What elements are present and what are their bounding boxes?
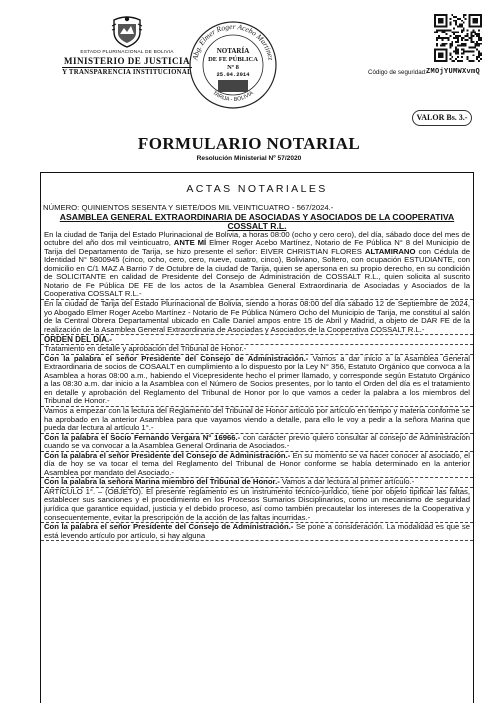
paragraph-marina: Con la palabra la señora Marina miembro del Tribunal de Honor.- Vamos a dar lectura al primer artículo.-: [41, 478, 473, 488]
seal-date: 25.04.2014: [216, 71, 250, 78]
ministry-logo-block: [62, 14, 192, 77]
paragraph-president-3: Con la palabra el señor Presidente del Consejo de Administración.- Se pone a consideración. La modalidad es que se está levendo artículo por artículo, si hay alguna: [41, 523, 473, 541]
paragraph-appearance: En la ciudad de Tarija del Estado Plurinacional de Bolivia, a horas 08:00 (ocho y cero cero), del día, sábado doce del mes de octubre del año dos mil veinticuatro, ANTE MÍ Elmer Roger Acebo Martínez, Notario de Fe Pública N° 8 del Municipio de Tarija del Departamento de Tarija, se hizo presente el señor: EIVER CHRISTIAN FLORES ALTAMIRANO con Cédula de Identidad N° 5800945 (cinco, ocho, cero, cero, nueve, cuatro, cinco), Boliviano, Soltero, con ocupación ESTUDIANTE, con domicilio en C/1 MAZ A Barrio 7 de Octubre de la ciudad de Tarija, quien se apersona en su propio derecho, en su condición de SOLICITANTE en calidad de Presidente del Consejo de Administración de COSSALT R.L., quien solicita al suscrito Notario de Fe Pública DE FE de los actos de la Asamblea General Extraordinaria de Asociadas y Asociados de la Cooperativa COSSALT R.L.-: [41, 231, 473, 300]
section-title: ACTAS NOTARIALES: [186, 183, 328, 195]
paragraph-venue: En la ciudad de Tarija del Estado Plurinacional de Bolivia, siendo a horas 08:00 del día sábado 12 de Septiembre de 2024, yo Abogado Elmer Roger Acebo Martínez - Notario de Fe Pública Número Ocho del Municipio de Tarija, me constituí al salón de la Central Obrera Departamental ubicado en Calle Daniel ampos entre 15 de Abril y Madrid, a objeto de DAR FE de la realización de la Asamblea General Extraordinaria de Asociadas y Asociados de la Cooperativa COSSALT R.L.-: [41, 300, 473, 335]
act-number: NÚMERO: QUINIENTOS SESENTA Y SIETE/DOS MIL VEINTICUATRO - 567/2024.-: [43, 203, 334, 212]
form-title: FORMULARIO NOTARIAL: [137, 134, 361, 153]
paragraph-socio-vergara: Con la palabra el Socio Fernando Vergara N° 16966.- con carácter previo quiero consultar al consejo de Administración cuando se va convocar a la Asamblea General Ordinaria de Asociados.-: [41, 434, 473, 452]
seal-line-3: Nº 8: [227, 64, 239, 71]
security-code-label: Código de seguridad:: [368, 69, 427, 76]
coat-of-arms-icon: [110, 14, 144, 48]
seal-line-1: NOTARÍA: [216, 47, 250, 55]
valor-badge: VALOR Bs. 3.-: [412, 110, 472, 126]
seal-stamp-mark: [218, 80, 248, 92]
form-resolution: Resolución Ministerial Nº 57/2020: [196, 155, 302, 162]
seal-ring-text: Abg. Elmer Roger Acebo Martinez: [190, 21, 276, 61]
paragraph-reading: Vamos a empezar con la lectura del Reglamento del Tribunal de Honor artículo por artículo en tiempo y materia conforme se ha aprobado en la anterior Asamblea para que vayamos viendo a detalle, para ello le voy a pedir a la señora Marina que pueda dar lectura al artículo 1°.-: [41, 407, 473, 434]
ministry-country: ESTADO PLURINACIONAL DE BOLIVIA: [80, 50, 174, 55]
paragraph-article-1: ARTÍCULO 1°. – (OBJETO). El presente reglamento es un instrumento técnico-jurídico, tiene por objeto tipificar las faltas, establecer sus sanciones y el procedimiento en los Procesos Sumarios Disciplinarios, como un mecanismo de seguridad jurídica que garantice equidad, justicia y el debido proceso, así como también precautelar los intereses de la Cooperativa y consecuentemente, evitar la prescripción de la acción de las faltas incurridas.-: [41, 488, 473, 523]
agenda-heading: ORDEN DEL DÍA.-: [41, 335, 473, 345]
notary-seal: [188, 20, 278, 110]
paragraph-president-1: Con la palabra el señor Presidente del Consejo de Administración.- Vamos a dar inicio a la Asamblea General Extraordinaria de socios de COSAALT en cumplimiento a lo dispuesto por la Ley N° 356, Estatuto Orgánico que convoca a la Asamblea a horas 08:00 a.m., habiendo el Vicepresidente hecho el primer llamado, y corresponde según Estatuto Orgánico a las 08:30 a.m. dar inicio a la Asamblea con el Número de Socios presentes, por lo tanto el Orden del día es el tratamiento en detalle y aprobación del Reglamento del Tribunal de Honor por lo que vamos a ceder la palabra a los miembros del Tribunal de Honor.-: [41, 355, 473, 407]
paragraph-president-2: Con la palabra el señor Presidente del Consejo de Administración.- En su momento se va hacer conocer al asociado, el día de hoy se va tocar el tema del Reglamento del Tribunal de Honor conforme se había determinado en la anterior Asamblea por mandato del Asociado.-: [41, 452, 473, 479]
seal-bottom-text: TARIJA - BOLIVIA: [211, 90, 255, 104]
paragraph-agenda: Tratamiento en detalle y aprobación del Tribunal de Honor.-: [41, 345, 473, 355]
ministry-subtitle: Y TRANSPARENCIA INSTITUCIONAL: [62, 69, 192, 76]
security-code-value: ZMOjYUMWXvmQ: [426, 68, 481, 76]
assembly-heading: ASAMBLEA GENERAL EXTRAORDINARIA DE ASOCIADAS Y ASOCIADOS DE LA COOPERATIVA COSSALT R.L.: [59, 211, 455, 231]
seal-line-2: DE FE PÚBLICA: [208, 56, 258, 63]
qr-code-icon: [434, 14, 482, 62]
ministry-name: MINISTERIO DE JUSTICIA: [63, 56, 191, 66]
document-body: [40, 172, 474, 703]
